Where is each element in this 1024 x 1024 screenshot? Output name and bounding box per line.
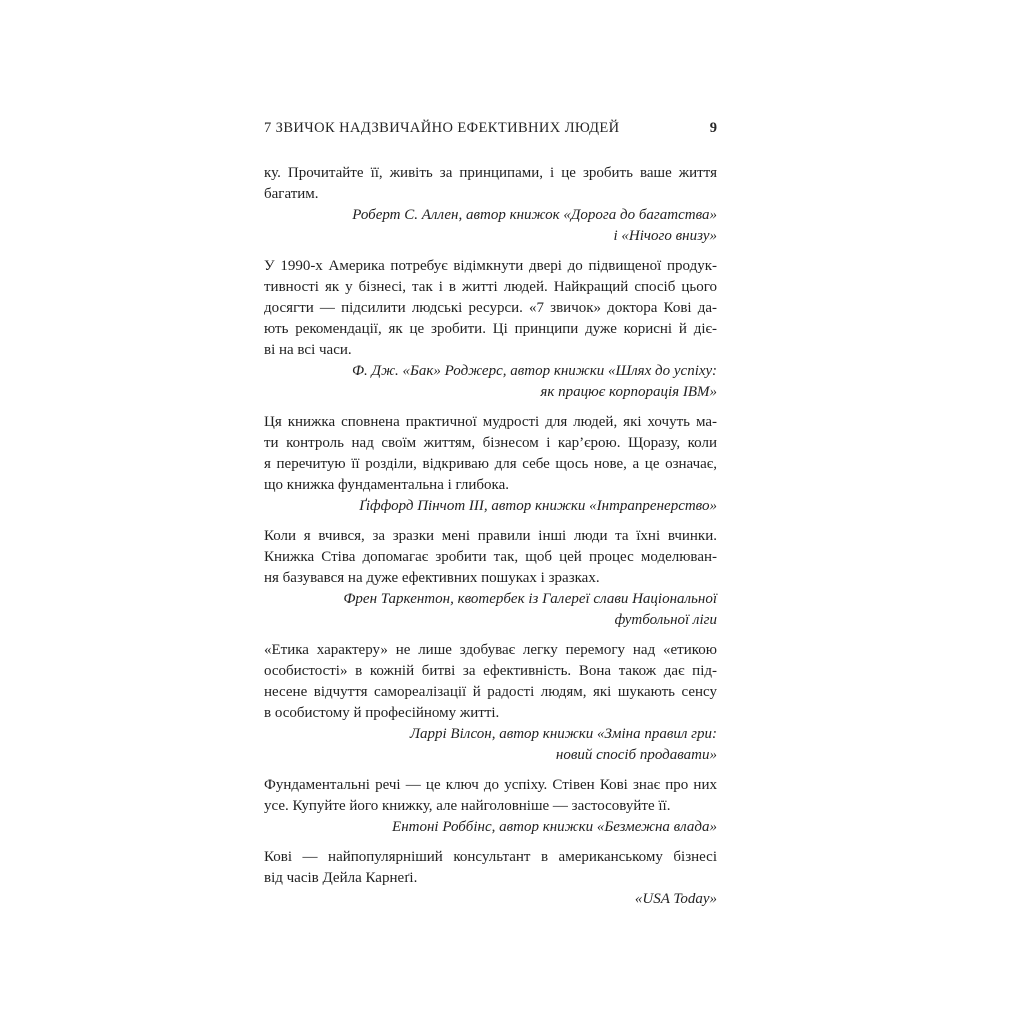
attribution-line: як працює корпорація IBM» [540, 384, 717, 400]
body-line: я перечитую її розділи, відкриваю для себе щось нове, а це означає, [264, 456, 717, 472]
body-line: ють рекомендації, як це зробити. Ці принципи дуже корисні й діє- [264, 321, 717, 337]
page-number: 9 [709, 120, 717, 136]
attribution-line: футбольної ліги [614, 612, 717, 628]
body-line: особистості» в кожній битві за ефективність. Вона також дає під- [264, 663, 717, 679]
attribution-line: Ґіффорд Пінчот III, автор книжки «Інтрапренерство» [359, 498, 717, 514]
body-line: Книжка Стіва допомагає зробити так, щоб цей процес моделюван- [264, 549, 717, 565]
body-line: ку. Прочитайте її, живіть за принципами, і це зробить ваше життя [264, 165, 717, 181]
attribution-line: Ф. Дж. «Бак» Роджерс, автор книжки «Шлях до успіху: [351, 363, 717, 379]
body-line: Кові — найпопулярніший консультант в американському бізнесі [264, 849, 717, 865]
running-header [264, 120, 717, 136]
body-line: досягти — підсилити людські ресурси. «7 звичок» доктора Кові да- [264, 300, 717, 316]
attribution-line: Френ Таркентон, квотербек із Галереї слави Національної [343, 591, 717, 607]
body-line: багатим. [264, 186, 319, 202]
quote-block [264, 412, 717, 517]
quote-block [264, 526, 717, 631]
body-line: тивності як у бізнесі, так і в житті людей. Найкращий спосіб цього [264, 279, 717, 295]
attribution-line: новий спосіб продавати» [555, 747, 717, 763]
body-line: що книжка фундаментальна і глибока. [264, 477, 510, 493]
body-line: в особистому й професійному житті. [264, 705, 500, 721]
body-line: несене відчуття самореалізації й радості людям, які шукають сенсу [264, 684, 717, 700]
body-line: «Етика характеру» не лише здобуває легку перемогу над «етикою [264, 642, 717, 658]
body-line: Коли я вчився, за зразки мені правили інші люди та їхні вчинки. [264, 528, 717, 544]
body-line: усе. Купуйте його книжку, але найголовніше — застосовуйте її. [264, 798, 671, 814]
quote-block [264, 640, 717, 766]
running-header-title: 7 ЗВИЧОК НАДЗВИЧАЙНО ЕФЕКТИВНИХ ЛЮДЕЙ [264, 120, 620, 136]
text-column [264, 120, 717, 919]
body-line: ня базувався на дуже ефективних пошуках і зразках. [264, 570, 600, 586]
body-line: У 1990-х Америка потребує відімкнути двері до підвищеної продук- [264, 258, 717, 274]
body-line: Фундаментальні речі — це ключ до успіху. Стівен Кові знає про них [264, 777, 717, 793]
quote-block [264, 163, 717, 247]
quote-block [264, 256, 717, 403]
quote-block [264, 775, 717, 838]
attribution-line: Ларрі Вілсон, автор книжки «Зміна правил гри: [409, 726, 717, 742]
body-line: Ця книжка сповнена практичної мудрості для людей, які хочуть ма- [264, 414, 717, 430]
body-line: ві на всі часи. [264, 342, 352, 358]
quotes-container [264, 163, 717, 910]
body-line: ти контроль над своїм життям, бізнесом і кар’єрою. Щоразу, коли [264, 435, 717, 451]
attribution-line: і «Нічого внизу» [613, 228, 717, 244]
quote-block [264, 847, 717, 910]
attribution-line: Ентоні Роббінс, автор книжки «Безмежна влада» [392, 819, 717, 835]
attribution-line: Роберт С. Аллен, автор книжок «Дорога до багатства» [352, 207, 717, 223]
attribution-line: «USA Today» [634, 891, 717, 907]
body-line: від часів Дейла Карнеґі. [264, 870, 418, 886]
